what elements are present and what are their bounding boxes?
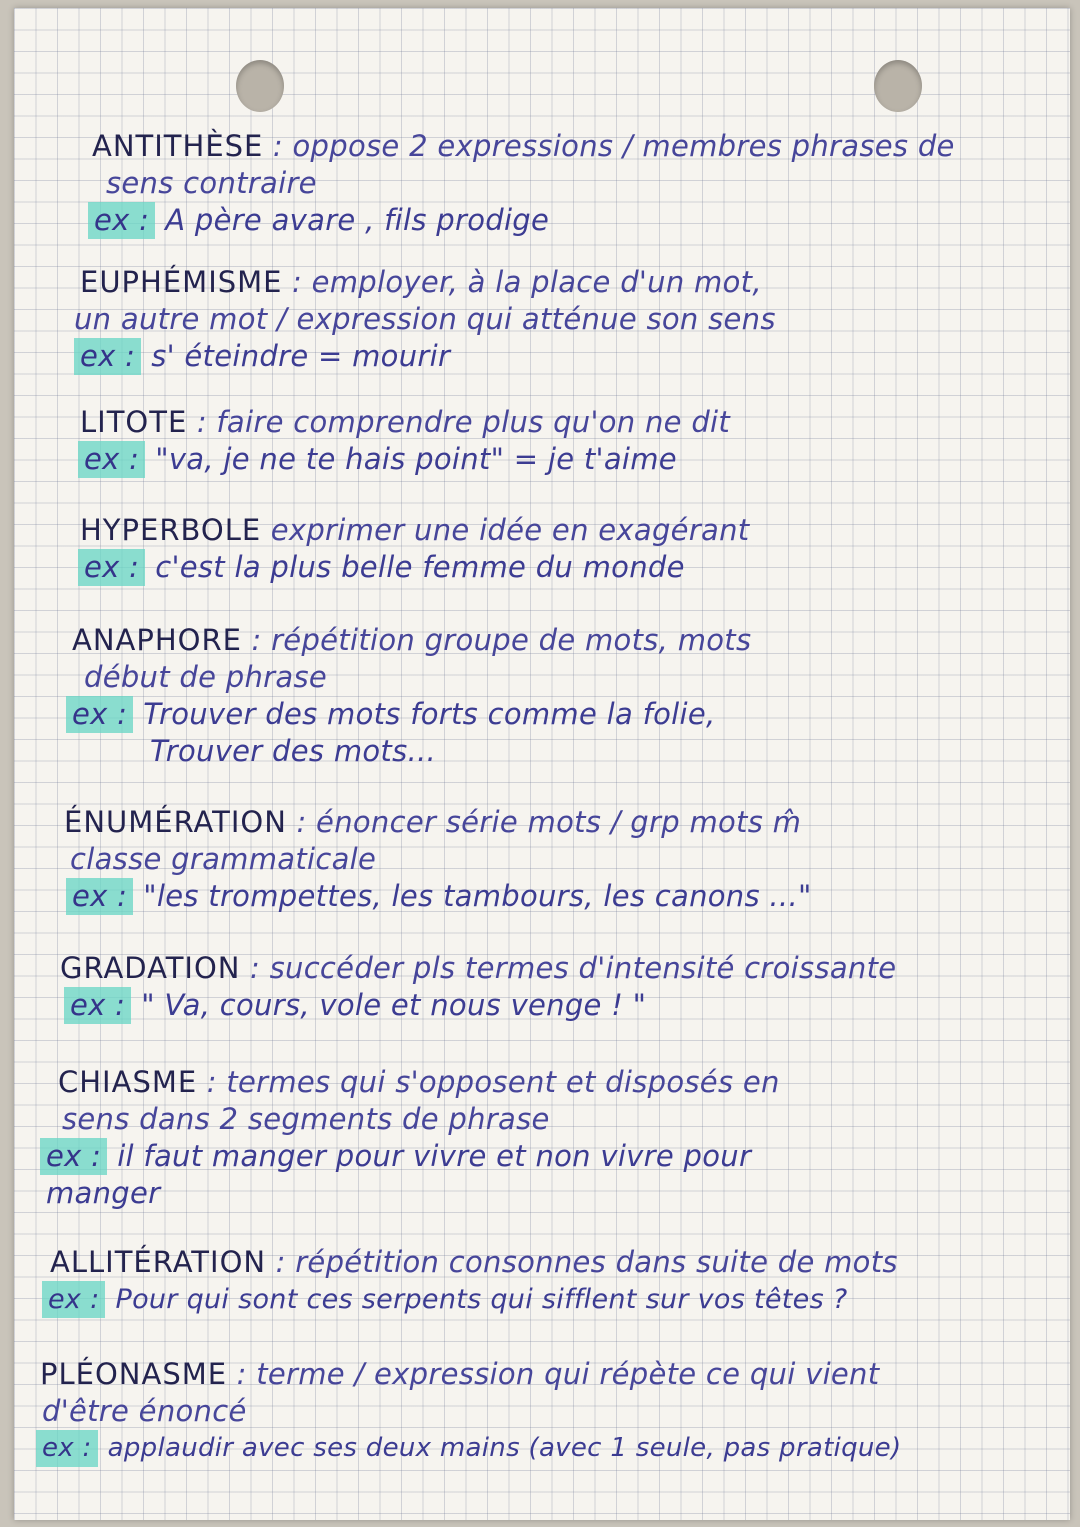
example-line (14, 202, 1070, 239)
example-label: ex : (88, 202, 155, 239)
definition-line (14, 404, 1070, 441)
example-text: "va, je ne te hais point" = je t'aime (155, 442, 677, 476)
term: LITOTE (80, 405, 188, 439)
entry-hyperbole (14, 512, 1070, 586)
example-line (14, 441, 1070, 478)
example-label: ex : (78, 441, 145, 478)
term: ANTITHÈSE (92, 129, 264, 163)
definition: : répétition groupe de mots, mots (251, 623, 752, 657)
definition-continued: d'être énoncé (42, 1394, 247, 1428)
example-label: ex : (66, 878, 133, 915)
example-label: ex : (40, 1138, 107, 1175)
example-text: s' éteindre = mourir (151, 339, 451, 373)
entry-alliteration (14, 1244, 1070, 1318)
example-line (14, 1138, 1070, 1175)
term: ANAPHORE (72, 623, 242, 657)
example-label: ex : (78, 549, 145, 586)
entry-euphemisme (14, 264, 1070, 375)
example-text: " Va, cours, vole et nous venge ! " (141, 988, 647, 1022)
term: PLÉONASME (40, 1357, 228, 1391)
punch-hole-left (236, 60, 284, 112)
definition-line (14, 950, 1070, 987)
example-text-continued: Trouver des mots... (150, 734, 437, 768)
entry-anaphore (14, 622, 1070, 770)
entry-enumeration (14, 804, 1070, 915)
example-label: ex : (42, 1281, 105, 1318)
example-text: "les trompettes, les tambours, les canons ..." (143, 879, 812, 913)
definition-line (14, 264, 1070, 301)
definition-line (14, 1064, 1070, 1101)
example-label: ex : (64, 987, 131, 1024)
example-text-continued: manger (46, 1176, 161, 1210)
definition-line (14, 1356, 1070, 1393)
example-line (14, 1281, 1070, 1318)
example-line (14, 549, 1070, 586)
definition: : employer, à la place d'un mot, (292, 265, 762, 299)
definition: : faire comprendre plus qu'on ne dit (196, 405, 731, 439)
example-line (14, 1430, 1070, 1467)
definition-line (14, 804, 1070, 841)
definition-continued: début de phrase (84, 660, 328, 694)
definition: : terme / expression qui répète ce qui vient (236, 1357, 880, 1391)
example-label: ex : (74, 338, 141, 375)
example-line (14, 696, 1070, 733)
definition-line (14, 128, 1070, 165)
entry-litote (14, 404, 1070, 478)
term: HYPERBOLE (80, 513, 262, 547)
example-label: ex : (66, 696, 133, 733)
entry-chiasme (14, 1064, 1070, 1212)
example-line (14, 878, 1070, 915)
definition-line (14, 512, 1070, 549)
definition-continued: sens contraire (106, 166, 317, 200)
example-text: Trouver des mots forts comme la folie, (143, 697, 716, 731)
definition: exprimer une idée en exagérant (270, 513, 750, 547)
definition: : répétition consonnes dans suite de mots (275, 1245, 898, 1279)
example-text: c'est la plus belle femme du monde (155, 550, 685, 584)
example-text: applaudir avec ses deux mains (avec 1 seule, pas pratique) (107, 1433, 902, 1463)
term: GRADATION (60, 951, 241, 985)
example-label: ex : (36, 1430, 98, 1467)
entry-gradation (14, 950, 1070, 1024)
definition: : énoncer série mots / grp mots m̂ (296, 805, 802, 839)
definition-line (14, 1244, 1070, 1281)
example-text: il faut manger pour vivre et non vivre pour (117, 1139, 752, 1173)
example-line (14, 987, 1070, 1024)
entry-pleonasme (14, 1356, 1070, 1467)
definition-continued: classe grammaticale (70, 842, 377, 876)
definition-continued: sens dans 2 segments de phrase (62, 1102, 550, 1136)
definition-continued: un autre mot / expression qui atténue son sens (74, 302, 776, 336)
definition: : oppose 2 expressions / membres phrases de (272, 129, 955, 163)
example-text: A père avare , fils prodige (165, 203, 550, 237)
example-line (14, 338, 1070, 375)
punch-hole-right (874, 60, 922, 112)
definition: : succéder pls termes d'intensité croissante (250, 951, 897, 985)
grid-paper-card (14, 8, 1070, 1520)
definition: : termes qui s'opposent et disposés en (206, 1065, 780, 1099)
definition-line (14, 622, 1070, 659)
term: CHIASME (58, 1065, 198, 1099)
term: ALLITÉRATION (50, 1245, 267, 1279)
example-text: Pour qui sont ces serpents qui sifflent sur vos têtes ? (115, 1284, 848, 1315)
term: ÉNUMÉRATION (64, 805, 287, 839)
entry-antithese (14, 128, 1070, 239)
term: EUPHÉMISME (80, 265, 283, 299)
